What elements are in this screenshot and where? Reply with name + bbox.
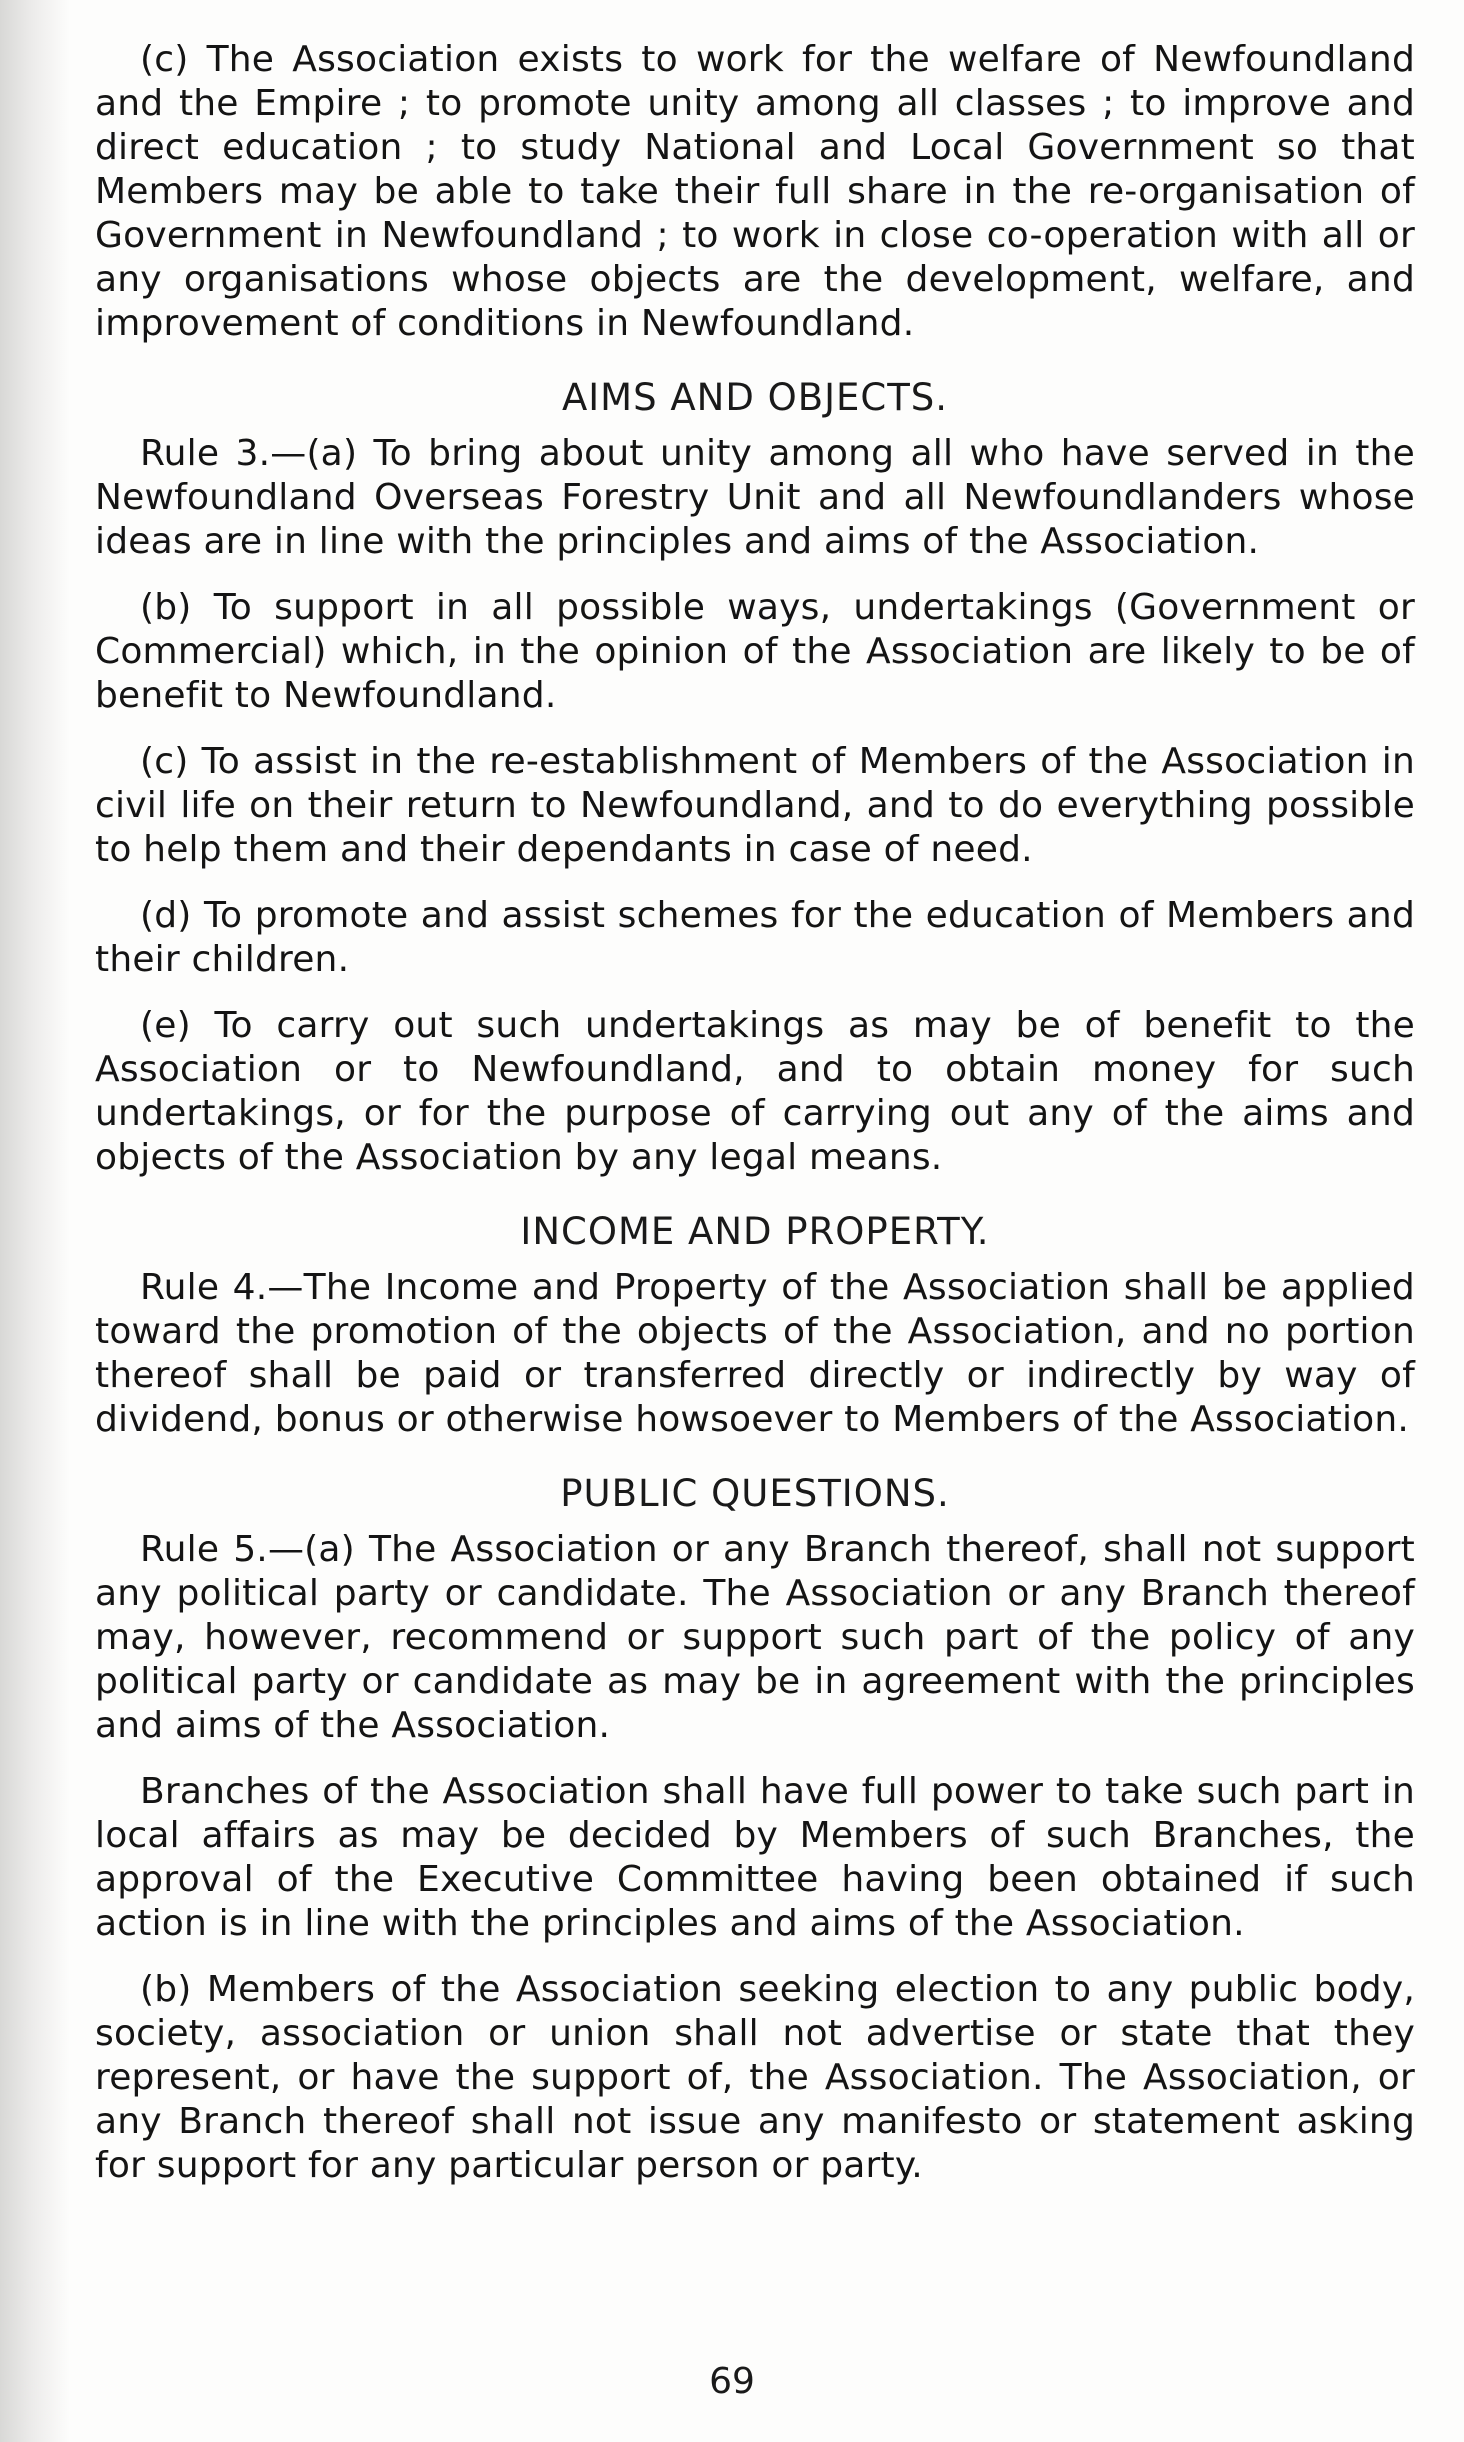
- heading-income-and-property: INCOME AND PROPERTY.: [520, 1210, 990, 1253]
- paragraph-association-welfare: (c) The Association exists to work for the welfare of Newfoundland and the Empire ; to promote unity among all classes ; to improve and direct education ; to study National and Local Government so that Members may be able to take their full share in the re-organisation of Government in Newfoundland ; to work in close co-operation with all or any organisations whose objects are the development, welfare, and improvement of conditions in Newfoundland.: [95, 39, 1415, 344]
- paragraph-rule-3d: (d) To promote and assist schemes for the education of Members and their children.: [95, 895, 1415, 980]
- paragraph-rule-5a: Rule 5.—(a) The Association or any Branch thereof, shall not support any political party or candidate. The Association or any Branch thereof may, however, recommend or support such part of the policy of any political party or candidate as may be in agreement with the principles and aims of the Association.: [95, 1529, 1415, 1746]
- paragraph-branches-local-affairs: Branches of the Association shall have full power to take such part in local affairs as may be decided by Members of such Branches, the approval of the Executive Committee having been obtained if such action is in line with the principles and aims of the Association.: [95, 1771, 1415, 1944]
- paragraph-rule-3a: Rule 3.—(a) To bring about unity among all who have served in the Newfoundland Overseas Forestry Unit and all Newfoundlanders whose ideas are in line with the principles and aims of the Association.: [95, 433, 1415, 562]
- page-body: [95, 38, 1415, 2188]
- binding-shadow: [0, 0, 70, 2442]
- paragraph-rule-4: Rule 4.—The Income and Property of the Association shall be applied toward the promotion of the objects of the Association, and no portion thereof shall be paid or transferred directly or indirectly by way of dividend, bonus or otherwise howsoever to Members of the Association.: [95, 1267, 1415, 1440]
- paragraph-rule-3c: (c) To assist in the re-establishment of Members of the Association in civil life on their return to Newfoundland, and to do everything possible to help them and their dependants in case of need.: [95, 741, 1415, 870]
- page-number: 69: [709, 2361, 755, 2402]
- paragraph-rule-3e: (e) To carry out such undertakings as may be of benefit to the Association or to Newfoundland, and to obtain money for such undertakings, or for the purpose of carrying out any of the aims and objects of the Association by any legal means.: [95, 1005, 1415, 1178]
- heading-aims-and-objects: AIMS AND OBJECTS.: [561, 376, 949, 419]
- paragraph-rule-3b: (b) To support in all possible ways, undertakings (Government or Commercial) which, in the opinion of the Association are likely to be of benefit to Newfoundland.: [95, 587, 1415, 716]
- heading-public-questions: PUBLIC QUESTIONS.: [560, 1472, 950, 1515]
- paragraph-rule-5b: (b) Members of the Association seeking election to any public body, society, association or union shall not advertise or state that they represent, or have the support of, the Association. The Association, or any Branch thereof shall not issue any manifesto or statement asking for support for any particular person or party.: [95, 1969, 1415, 2186]
